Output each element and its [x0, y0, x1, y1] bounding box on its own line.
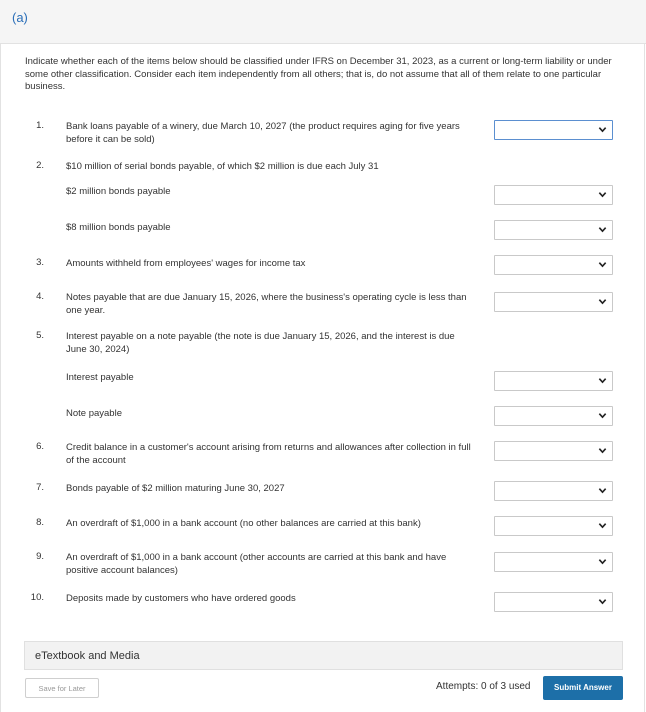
- item-text: Bonds payable of $2 million maturing June 30, 2027: [66, 483, 285, 494]
- item-text: $10 million of serial bonds payable, of which $2 million is due each July 31: [66, 161, 379, 172]
- chevron-down-icon: [598, 597, 607, 606]
- item-number: 3.: [36, 257, 44, 268]
- save-for-later-button[interactable]: [25, 678, 99, 698]
- item-text: Deposits made by customers who have ordered goods: [66, 593, 296, 604]
- chevron-down-icon: [598, 486, 607, 495]
- sub-item-text: Note payable: [66, 408, 122, 419]
- item-number: 4.: [36, 291, 44, 302]
- instructions-text: Indicate whether each of the items below should be classified under IFRS on December 31, 2023, as a current or long-term liability or under some other classification. Consider each item independently from all others; that is, do not assume that all of them relate to one particular business.: [25, 56, 612, 92]
- save-label: Save for Later: [38, 684, 86, 693]
- part-header: [0, 0, 646, 44]
- classification-select[interactable]: [494, 185, 613, 205]
- chevron-down-icon: [598, 376, 607, 385]
- item-text: An overdraft of $1,000 in a bank account (other accounts are carried at this bank and have positive account balances): [66, 552, 447, 576]
- item-text: An overdraft of $1,000 in a bank account (no other balances are carried at this bank): [66, 518, 421, 529]
- item-number: 7.: [36, 482, 44, 493]
- chevron-down-icon: [598, 446, 607, 455]
- item-text: Notes payable that are due January 15, 2026, where the business's operating cycle is less than one year.: [66, 292, 467, 316]
- classification-select[interactable]: [494, 292, 613, 312]
- chevron-down-icon: [598, 190, 607, 199]
- item-number: 2.: [36, 160, 44, 171]
- chevron-down-icon: [598, 260, 607, 269]
- submit-label: Submit Answer: [554, 683, 612, 692]
- classification-select[interactable]: [494, 552, 613, 572]
- part-label: (a): [12, 10, 28, 25]
- chevron-down-icon: [598, 125, 607, 134]
- item-number: 5.: [36, 330, 44, 341]
- etextbook-label: eTextbook and Media: [35, 650, 140, 662]
- etextbook-media-link[interactable]: [24, 641, 623, 670]
- chevron-down-icon: [598, 557, 607, 566]
- sub-item-text: $2 million bonds payable: [66, 186, 171, 197]
- item-number: 10.: [30, 592, 44, 603]
- item-text: Interest payable on a note payable (the note is due January 15, 2026, and the interest is due June 30, 2024): [66, 331, 455, 355]
- classification-select[interactable]: [494, 255, 613, 275]
- item-text: Credit balance in a customer's account arising from returns and allowances after collection in full of the account: [66, 442, 471, 466]
- item-text: Bank loans payable of a winery, due March 10, 2027 (the product requires aging for five years before it can be sold): [66, 121, 460, 145]
- chevron-down-icon: [598, 225, 607, 234]
- classification-select[interactable]: [494, 516, 613, 536]
- classification-select[interactable]: [494, 120, 613, 140]
- chevron-down-icon: [598, 297, 607, 306]
- classification-select[interactable]: [494, 481, 613, 501]
- sub-item-text: Interest payable: [66, 372, 134, 383]
- item-text: Amounts withheld from employees' wages for income tax: [66, 258, 306, 269]
- item-number: 9.: [36, 551, 44, 562]
- item-number: 6.: [36, 441, 44, 452]
- item-number: 8.: [36, 517, 44, 528]
- classification-select[interactable]: [494, 220, 613, 240]
- chevron-down-icon: [598, 521, 607, 530]
- classification-select[interactable]: [494, 371, 613, 391]
- item-number: 1.: [36, 120, 44, 131]
- classification-select[interactable]: [494, 592, 613, 612]
- classification-select[interactable]: [494, 441, 613, 461]
- attempts-counter: Attempts: 0 of 3 used: [436, 681, 531, 692]
- sub-item-text: $8 million bonds payable: [66, 222, 171, 233]
- submit-answer-button[interactable]: [543, 676, 623, 700]
- classification-select[interactable]: [494, 406, 613, 426]
- chevron-down-icon: [598, 411, 607, 420]
